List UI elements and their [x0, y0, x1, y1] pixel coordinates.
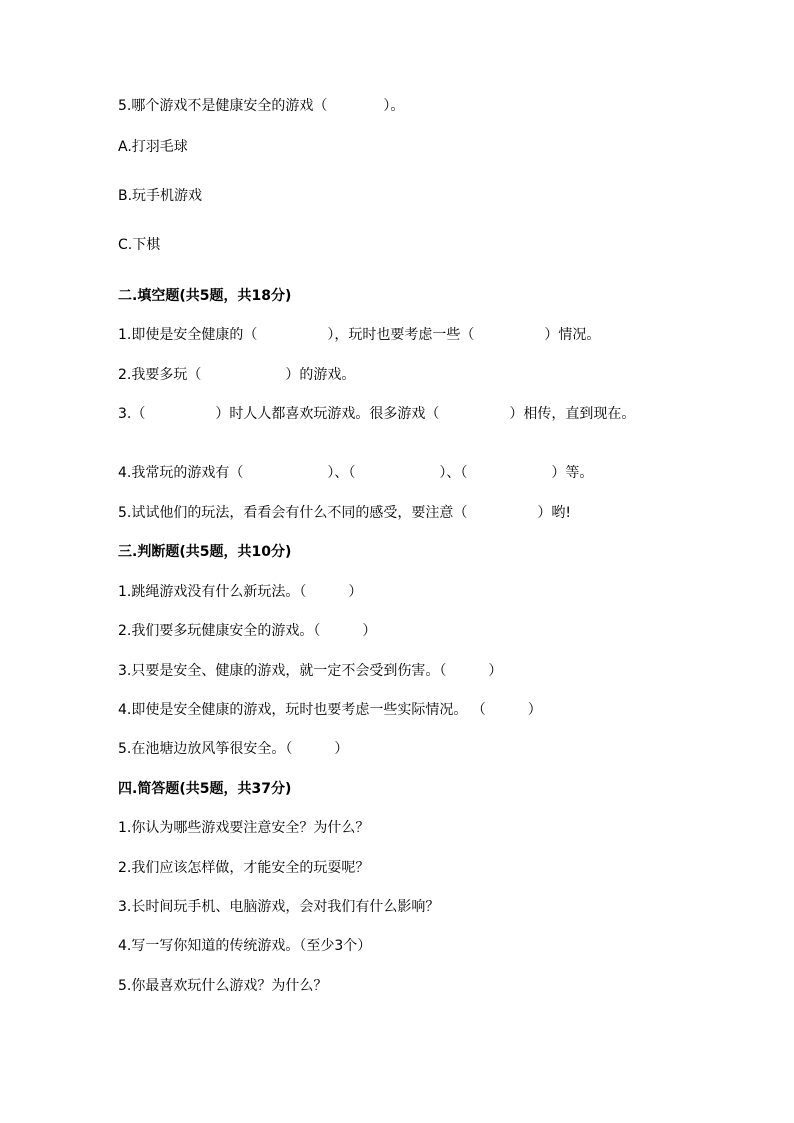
true-false-heading: 三.判断题(共5题，共10分) — [118, 544, 292, 560]
mc-option-c: C.下棋 — [118, 237, 161, 253]
fill-blank-item-2: 2.我要多玩（ ）的游戏。 — [118, 367, 356, 383]
mc-question-stem: 5.哪个游戏不是健康安全的游戏（ ）。 — [118, 98, 405, 114]
true-false-item-3: 3.只要是安全、健康的游戏，就一定不会受到伤害。（ ） — [118, 663, 503, 679]
true-false-item-2: 2.我们要多玩健康安全的游戏。（ ） — [118, 623, 377, 639]
short-answer-heading: 四.简答题(共5题，共37分) — [118, 781, 292, 797]
true-false-item-5: 5.在池塘边放风筝很安全。（ ） — [118, 741, 349, 757]
fill-blank-item-5: 5.试试他们的玩法，看看会有什么不同的感受，要注意（ ）哟! — [118, 505, 571, 521]
mc-option-b: B.玩手机游戏 — [118, 188, 203, 204]
fill-blank-heading: 二.填空题(共5题，共18分) — [118, 288, 292, 304]
fill-blank-item-4: 4.我常玩的游戏有（ ）、（ ）、（ ）等。 — [118, 465, 594, 481]
fill-blank-item-3: 3.（ ）时人人都喜欢玩游戏。很多游戏（ ）相传，直到现在。 — [118, 406, 636, 422]
short-answer-item-4: 4.写一写你知道的传统游戏。（至少3个） — [118, 938, 372, 954]
true-false-item-1: 1.跳绳游戏没有什么新玩法。（ ） — [118, 584, 363, 600]
short-answer-item-2: 2.我们应该怎样做，才能安全的玩耍呢？ — [118, 860, 370, 876]
short-answer-item-5: 5.你最喜欢玩什么游戏？为什么？ — [118, 978, 328, 994]
mc-option-a: A.打羽毛球 — [118, 139, 188, 155]
fill-blank-item-1: 1.即使是安全健康的（ ），玩时也要考虑一些（ ）情况。 — [118, 327, 601, 343]
short-answer-item-3: 3.长时间玩手机、电脑游戏，会对我们有什么影响？ — [118, 899, 440, 915]
short-answer-item-1: 1.你认为哪些游戏要注意安全？为什么？ — [118, 820, 370, 836]
true-false-item-4: 4.即使是安全健康的游戏，玩时也要考虑一些实际情况。 （ ） — [118, 702, 542, 718]
